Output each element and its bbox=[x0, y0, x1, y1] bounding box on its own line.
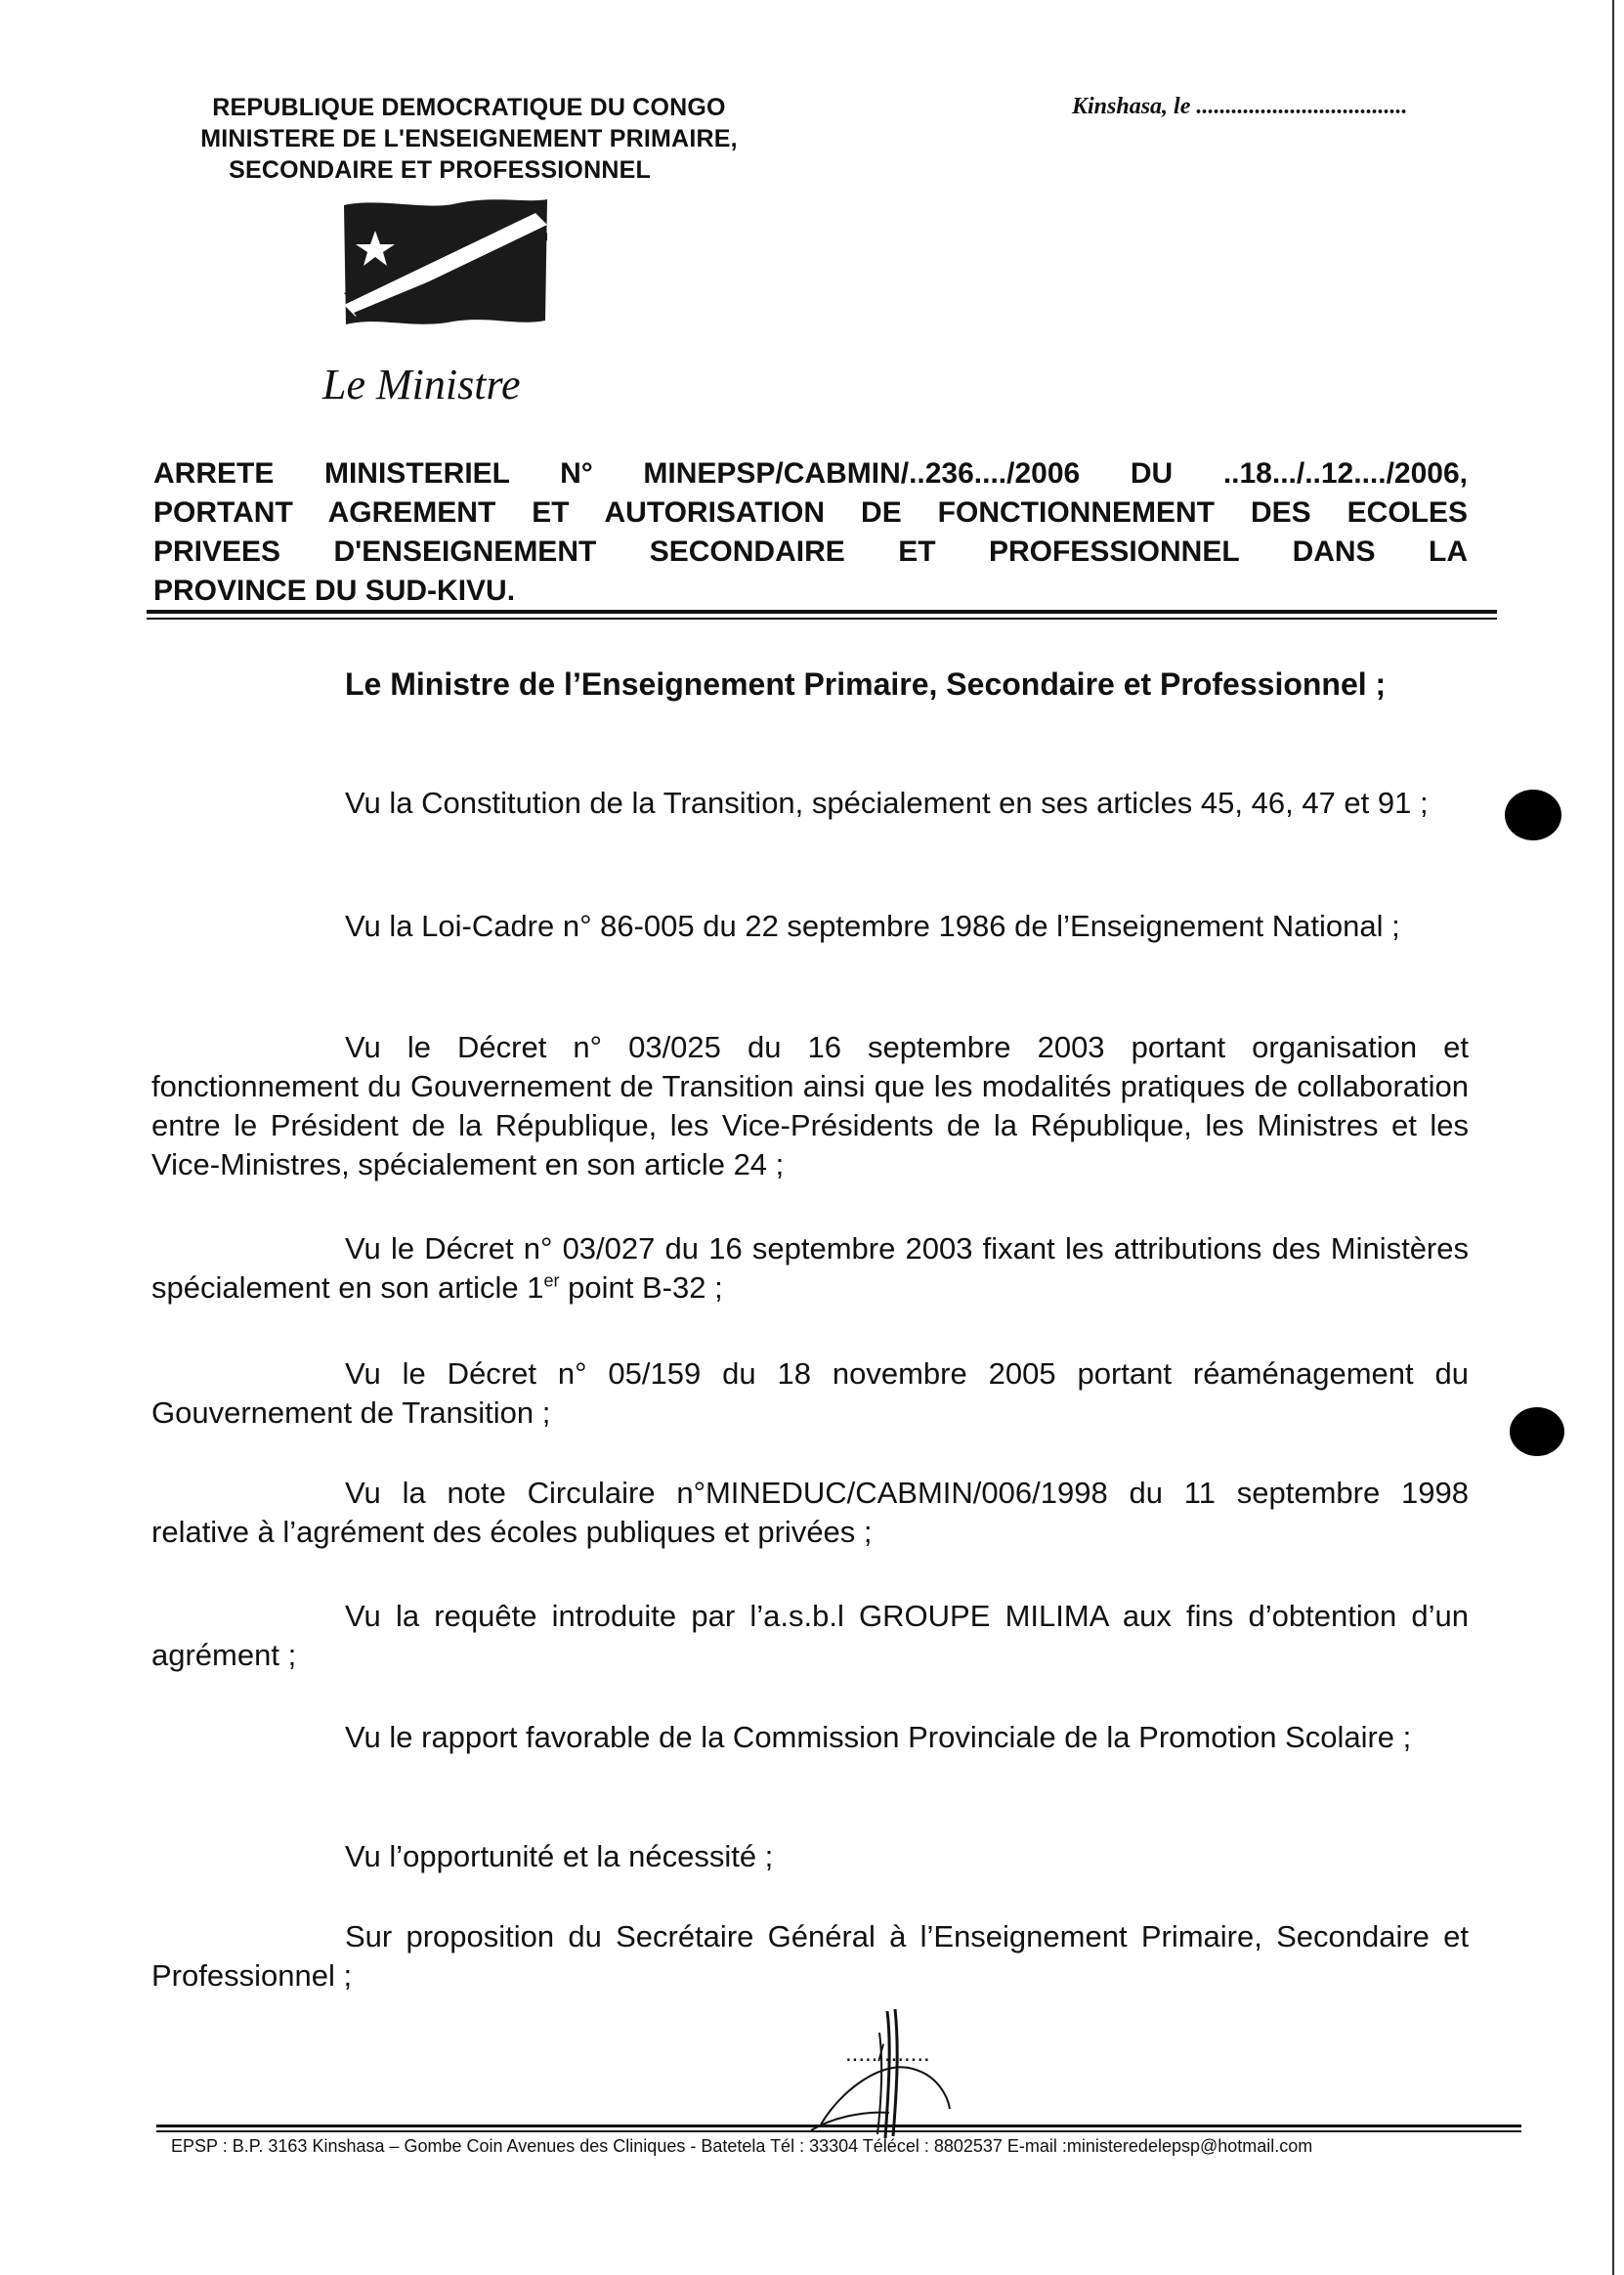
title-line-2: PORTANT AGREMENT ET AUTORISATION DE FONCTIONNEMENT DES ECOLES bbox=[153, 496, 1468, 529]
place-date: Kinshasa, le .................................... bbox=[1072, 94, 1408, 119]
title-rule-thin bbox=[147, 618, 1497, 620]
considerant-note-circulaire: Vu la note Circulaire n°MINEDUC/CABMIN/006/1998 du 11 septembre 1998 relative à l’agrément des écoles publiques et privées ; bbox=[151, 1476, 1469, 1549]
intro-paragraph: Le Ministre de l’Enseignement Primaire, Secondaire et Professionnel ; bbox=[345, 666, 1387, 702]
title-rule bbox=[147, 610, 1497, 614]
flag-emblem bbox=[340, 195, 551, 327]
considerant-decret-05-159: Vu le Décret n° 05/159 du 18 novembre 2005 portant réaménagement du Gouvernement de Transition ; bbox=[151, 1356, 1469, 1430]
footer-address: EPSP : B.P. 3163 Kinshasa – Gombe Coin Avenues des Cliniques - Batetela Tél : 33304 Télécel : 8802537 E-mail :ministeredelepsp@hotmail.com bbox=[171, 2136, 1313, 2156]
header-country: REPUBLIQUE DEMOCRATIQUE DU CONGO bbox=[212, 94, 726, 121]
footer-rule bbox=[156, 2125, 1521, 2127]
considerant-decret-03-027: Vu le Décret n° 03/027 du 16 septembre 2003 fixant les attributions des Ministères spécialement en son article 1er point B-32 ; bbox=[151, 1231, 1469, 1305]
footer-rule-thin bbox=[156, 2130, 1521, 2132]
considerant-constitution: Vu la Constitution de la Transition, spécialement en ses articles 45, 46, 47 et 91 ; bbox=[345, 786, 1429, 820]
title-line-4: PROVINCE DU SUD-KIVU. bbox=[153, 575, 516, 607]
considerant-proposition: Sur proposition du Secrétaire Général à l’Enseignement Primaire, Secondaire et Professionnel ; bbox=[151, 1919, 1469, 1993]
title-line-1: ARRETE MINISTERIEL N° MINEPSP/CABMIN/..236..../2006 DU ..18.../..12..../2006, bbox=[153, 457, 1468, 490]
scan-edge bbox=[1612, 0, 1614, 2275]
considerant-requete: Vu la requête introduite par l’a.s.b.l GROUPE MILIMA aux fins d’obtention d’un agrément ; bbox=[151, 1599, 1469, 1672]
continued-marker: ...../....... bbox=[845, 2040, 930, 2067]
considerant-loi-cadre: Vu la Loi-Cadre n° 86-005 du 22 septembre 1986 de l’Enseignement National ; bbox=[345, 909, 1400, 943]
minister-title: Le Ministre bbox=[322, 361, 521, 408]
punch-hole-mark bbox=[1505, 790, 1561, 840]
punch-hole-mark bbox=[1510, 1407, 1564, 1456]
considerant-rapport: Vu le rapport favorable de la Commission Provinciale de la Promotion Scolaire ; bbox=[345, 1720, 1412, 1754]
header-ministry: MINISTERE DE L'ENSEIGNEMENT PRIMAIRE, bbox=[200, 125, 738, 152]
title-line-3: PRIVEES D'ENSEIGNEMENT SECONDAIRE ET PROFESSIONNEL DANS LA bbox=[153, 536, 1468, 568]
considerant-opportunite: Vu l’opportunité et la nécessité ; bbox=[345, 1839, 774, 1873]
decree-title bbox=[153, 454, 1468, 611]
considerant-decret-03-025: Vu le Décret n° 03/025 du 16 septembre 2003 portant organisation et fonctionnement du Gouvernement de Transition ainsi que les modalités pratiques de collaboration entre le Président de la République, les Vice-Présidents de la République, les Ministres et les Vice-Ministres, spécialement en son article 24 ; bbox=[151, 1030, 1469, 1181]
signature-paraphe bbox=[801, 2003, 977, 2140]
header-ministry-cont: SECONDAIRE ET PROFESSIONNEL bbox=[229, 156, 651, 184]
